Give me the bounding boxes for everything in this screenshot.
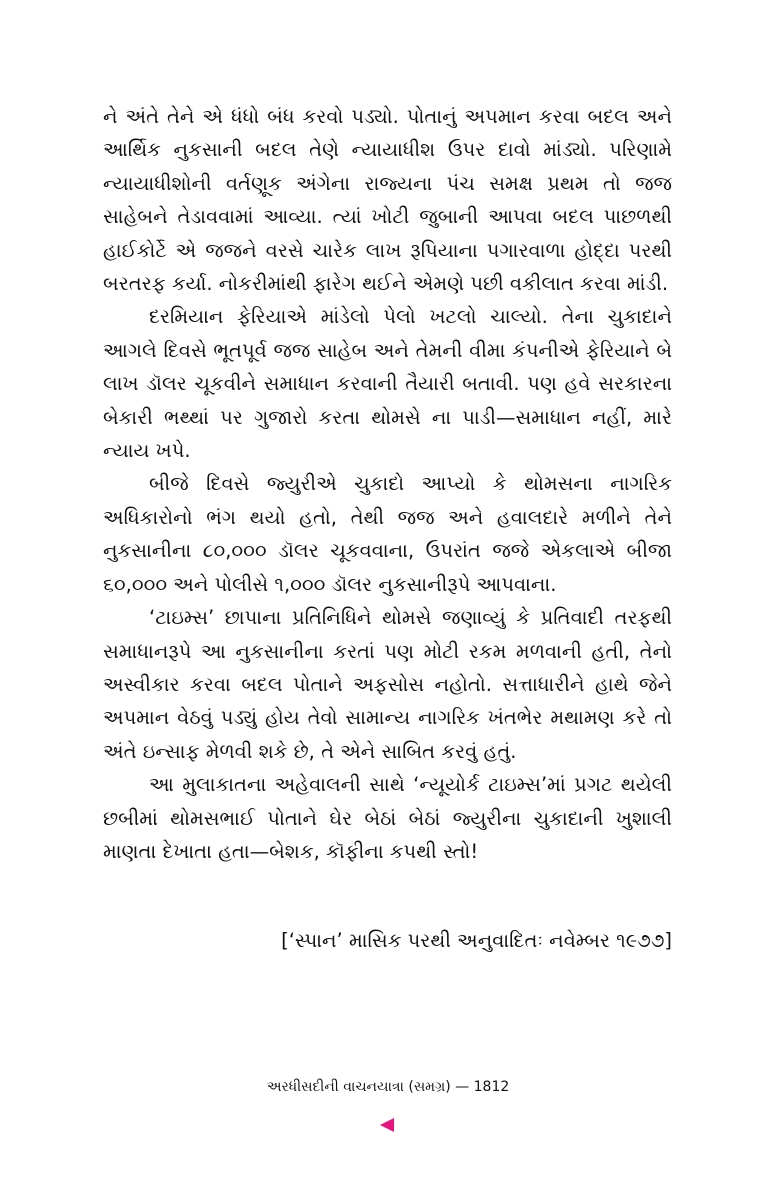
paragraph-4: ‘ટાઇમ્સ’ છાપાના પ્રતિનિધિને થોમસે જણાવ્યું કે પ્રતિવાદી તરફથી સમાધાનરૂપે આ નુકસાનીના કરતાં પણ મોટી રકમ મળવાની હતી, તેનો અસ્વીકાર કરવા બદલ પોતાને અફસોસ નહોતો. સત્તાધારીને હાથે જેને અપમાન વેઠવું પડ્યું હોય તેવો સામાન્ય નાગરિક ખંતભેર મથામણ કરે તો અંતે ઇન્સાફ મેળવી શકે છે, તે એને સાબિત કરવું હતું. — [103, 606, 672, 763]
paragraph-1: ને અંતે તેને એ ધંધો બંધ કરવો પડ્યો. પોતાનું અપમાન કરવા બદલ અને આર્થિક નુકસાની બદલ તેણે ન્યાયાધીશ ઉપર દાવો માંડ્યો. પરિણામે ન્યાયાધીશોની વર્તણૂક અંગેના રાજ્યના પંચ સમક્ષ પ્રથમ તો જજ સાહેબને તેડાવવામાં આવ્યા. ત્યાં ખોટી જુબાની આપવા બદલ પાછળથી હાઈકોર્ટે એ જજને વરસે ચારેક લાખ રૂપિયાના પગારવાળા હોદ્દા પરથી બરતરફ કર્યા. નોકરીમાંથી ફારેગ થઈને એમણે પછી વકીલાત કરવા માંડી. — [103, 105, 672, 296]
paragraph-5: આ મુલાકાતના અહેવાલની સાથે ‘ન્યૂયોર્ક ટાઇમ્સ’માં પ્રગટ થયેલી છબીમાં થોમસભાઈ પોતાને ઘેર બેઠાં બેઠાં જ્યુરીના ચુકાદાની ખુશાલી માણતા દેખાતા હતા—બેશક, કૉફીના કપથી સ્તો! — [103, 773, 672, 863]
page-footer: અરધીસદીની વાચનયાત્રા (સમગ્ર) — 1812 — [266, 1079, 510, 1095]
paragraph-3: બીજે દિવસે જ્યુરીએ ચુકાદો આપ્યો કે થોમસના નાગરિક અધિકારોનો ભંગ થયો હતો, તેથી જજ અને હવાલદારે મળીને તેને નુકસાનીના ૮૦,૦૦૦ ડૉલર ચૂકવવાના, ઉપરાંત જજે એકલાએ બીજા ૬૦,૦૦૦ અને પોલીસે ૧,૦૦૦ ડૉલર નુકસાનીરૂપે આપવાના. — [103, 472, 672, 596]
source-citation: [‘સ્પાન’ માસિક પરથી અનુવાદિતઃ નવેમ્બર ૧૯૭૭] — [281, 929, 672, 952]
paragraph-2: દરમિયાન ફેરિયાએ માંડેલો પેલો ખટલો ચાલ્યો. તેના ચુકાદાને આગલે દિવસે ભૂતપૂર્વ જજ સાહેબ અને તેમની વીમા કંપનીએ ફેરિયાને બે લાખ ડૉલર ચૂકવીને સમાધાન કરવાની તૈયારી બતાવી. પણ હવે સરકારના બેકારી ભથ્થાં પર ગુજારો કરતા થોમસે ના પાડી—સમાધાન નહીં, મારે ન્યાય ખપે. — [103, 305, 672, 463]
previous-page-arrow-icon[interactable] — [380, 1118, 394, 1132]
page-body — [103, 100, 672, 868]
